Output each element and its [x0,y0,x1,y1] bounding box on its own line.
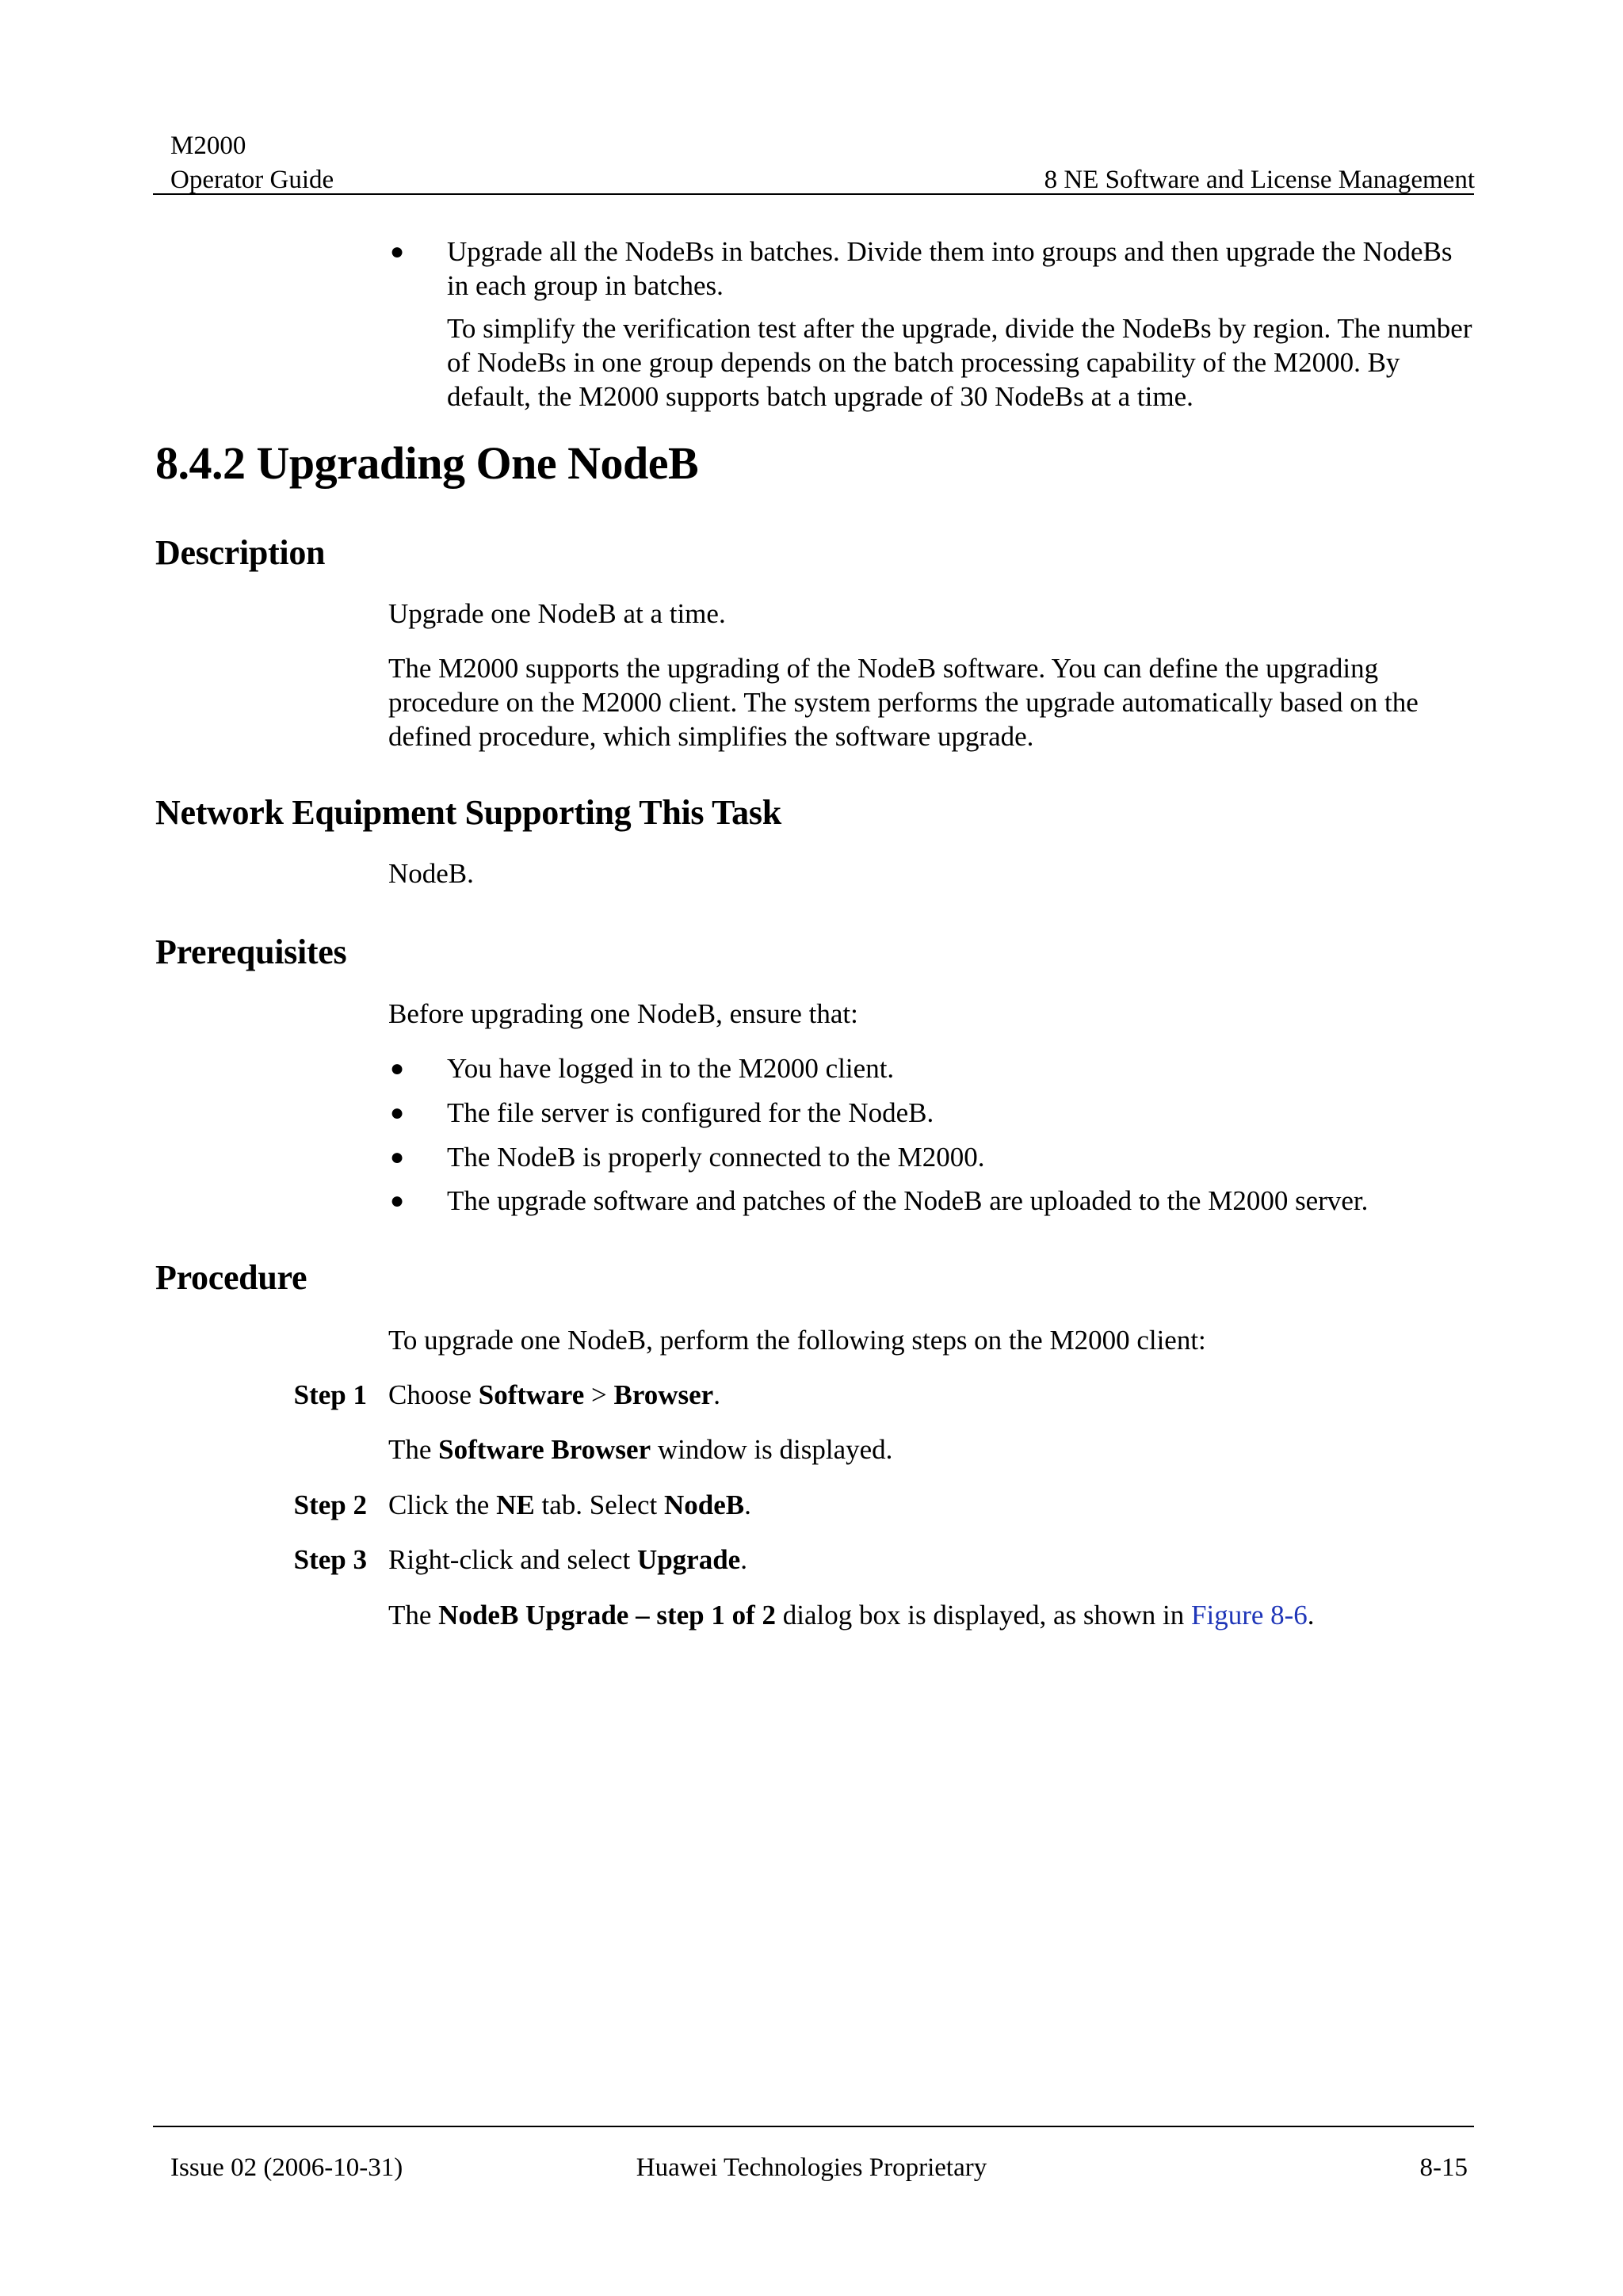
header-doc-title: Operator Guide [170,166,334,194]
bullet-marker: ● [390,1144,405,1170]
footer-rule [153,2126,1474,2127]
step-label: Step 1 [293,1379,367,1410]
description-p2 [388,651,1482,753]
step2-tab-ne: NE [496,1489,535,1520]
step1-window-name: Software Browser [438,1434,651,1465]
description-heading: Description [155,533,326,572]
step2-t2: tab. Select [534,1489,664,1520]
step-label: Step 2 [293,1489,367,1520]
header-product: M2000 [170,132,246,160]
step3-result [388,1598,1315,1632]
step3-t2: . [740,1544,747,1575]
step1-r2: window is displayed. [651,1434,893,1465]
prereq-heading: Prerequisites [155,933,347,971]
step2-t1: Click the [388,1489,497,1520]
step2-instruction [388,1488,751,1522]
batch-upgrade-bullet [447,235,1477,303]
batch-upgrade-note [447,311,1477,414]
footer-company-text: Huawei Technologies Proprietary [636,2153,987,2182]
step2-t3: . [744,1489,751,1520]
procedure-heading: Procedure [155,1258,307,1297]
step1-menu-software: Software [478,1379,585,1410]
step1-t2: > [584,1379,614,1410]
prereq-item: The upgrade software and patches of the NodeB are uploaded to the M2000 server. [447,1185,1369,1216]
section-title: 8.4.2 Upgrading One NodeB [155,437,699,489]
footer-page-number: 8-15 [1419,2153,1468,2182]
network-p1: NodeB. [388,858,474,889]
description-p2-text: The M2000 supports the upgrading of the NodeB software. You can define the upgrading procedure on the M2000 client. The system performs the upgrade automatically based on the defined procedure, which simplifies the software upgrade. [388,653,1419,752]
bullet-marker: ● [390,238,405,265]
step3-dialog-name: NodeB Upgrade – step 1 of 2 [438,1600,776,1630]
step1-t1: Choose [388,1379,479,1410]
step1-r1: The [388,1434,439,1465]
prereq-intro: Before upgrading one NodeB, ensure that: [388,998,858,1029]
step1-t3: . [713,1379,720,1410]
step1-menu-browser: Browser [613,1379,714,1410]
step3-instruction [388,1543,747,1577]
prereq-item: You have logged in to the M2000 client. [447,1053,895,1084]
bullet-marker: ● [390,1100,405,1126]
step3-r2: dialog box is displayed, as shown in [776,1600,1191,1630]
batch-upgrade-bullet-text: Upgrade all the NodeBs in batches. Divide them into groups and then upgrade the NodeBs in each group in batches. [447,236,1453,301]
prereq-item: The file server is configured for the NodeB. [447,1097,934,1128]
batch-upgrade-note-text: To simplify the verification test after the upgrade, divide the NodeBs by region. The number of NodeBs in one group depends on the batch processing capability of the M2000. By default, the M2000 supports batch upgrade of 30 NodeBs at a time. [447,313,1472,412]
step1-instruction [388,1378,720,1412]
step1-result [388,1432,892,1466]
step3-upgrade: Upgrade [636,1544,741,1575]
step-label: Step 3 [293,1544,367,1575]
figure-8-6-link[interactable]: Figure 8-6 [1191,1600,1308,1630]
header-rule [153,193,1474,195]
procedure-intro: To upgrade one NodeB, perform the following steps on the M2000 client: [388,1325,1206,1356]
header-chapter: 8 NE Software and License Management [1044,166,1475,194]
bullet-marker: ● [390,1055,405,1081]
network-heading: Network Equipment Supporting This Task [155,793,781,832]
bullet-marker: ● [390,1188,405,1214]
footer-issue: Issue 02 (2006-10-31) [170,2153,403,2182]
prereq-item: The NodeB is properly connected to the M2000. [447,1142,985,1173]
footer-company [0,2151,1623,2184]
step2-nodeb: NodeB [664,1489,745,1520]
description-p1: Upgrade one NodeB at a time. [388,598,726,629]
step3-r3: . [1307,1600,1315,1630]
step3-r1: The [388,1600,439,1630]
step3-t1: Right-click and select [388,1544,637,1575]
